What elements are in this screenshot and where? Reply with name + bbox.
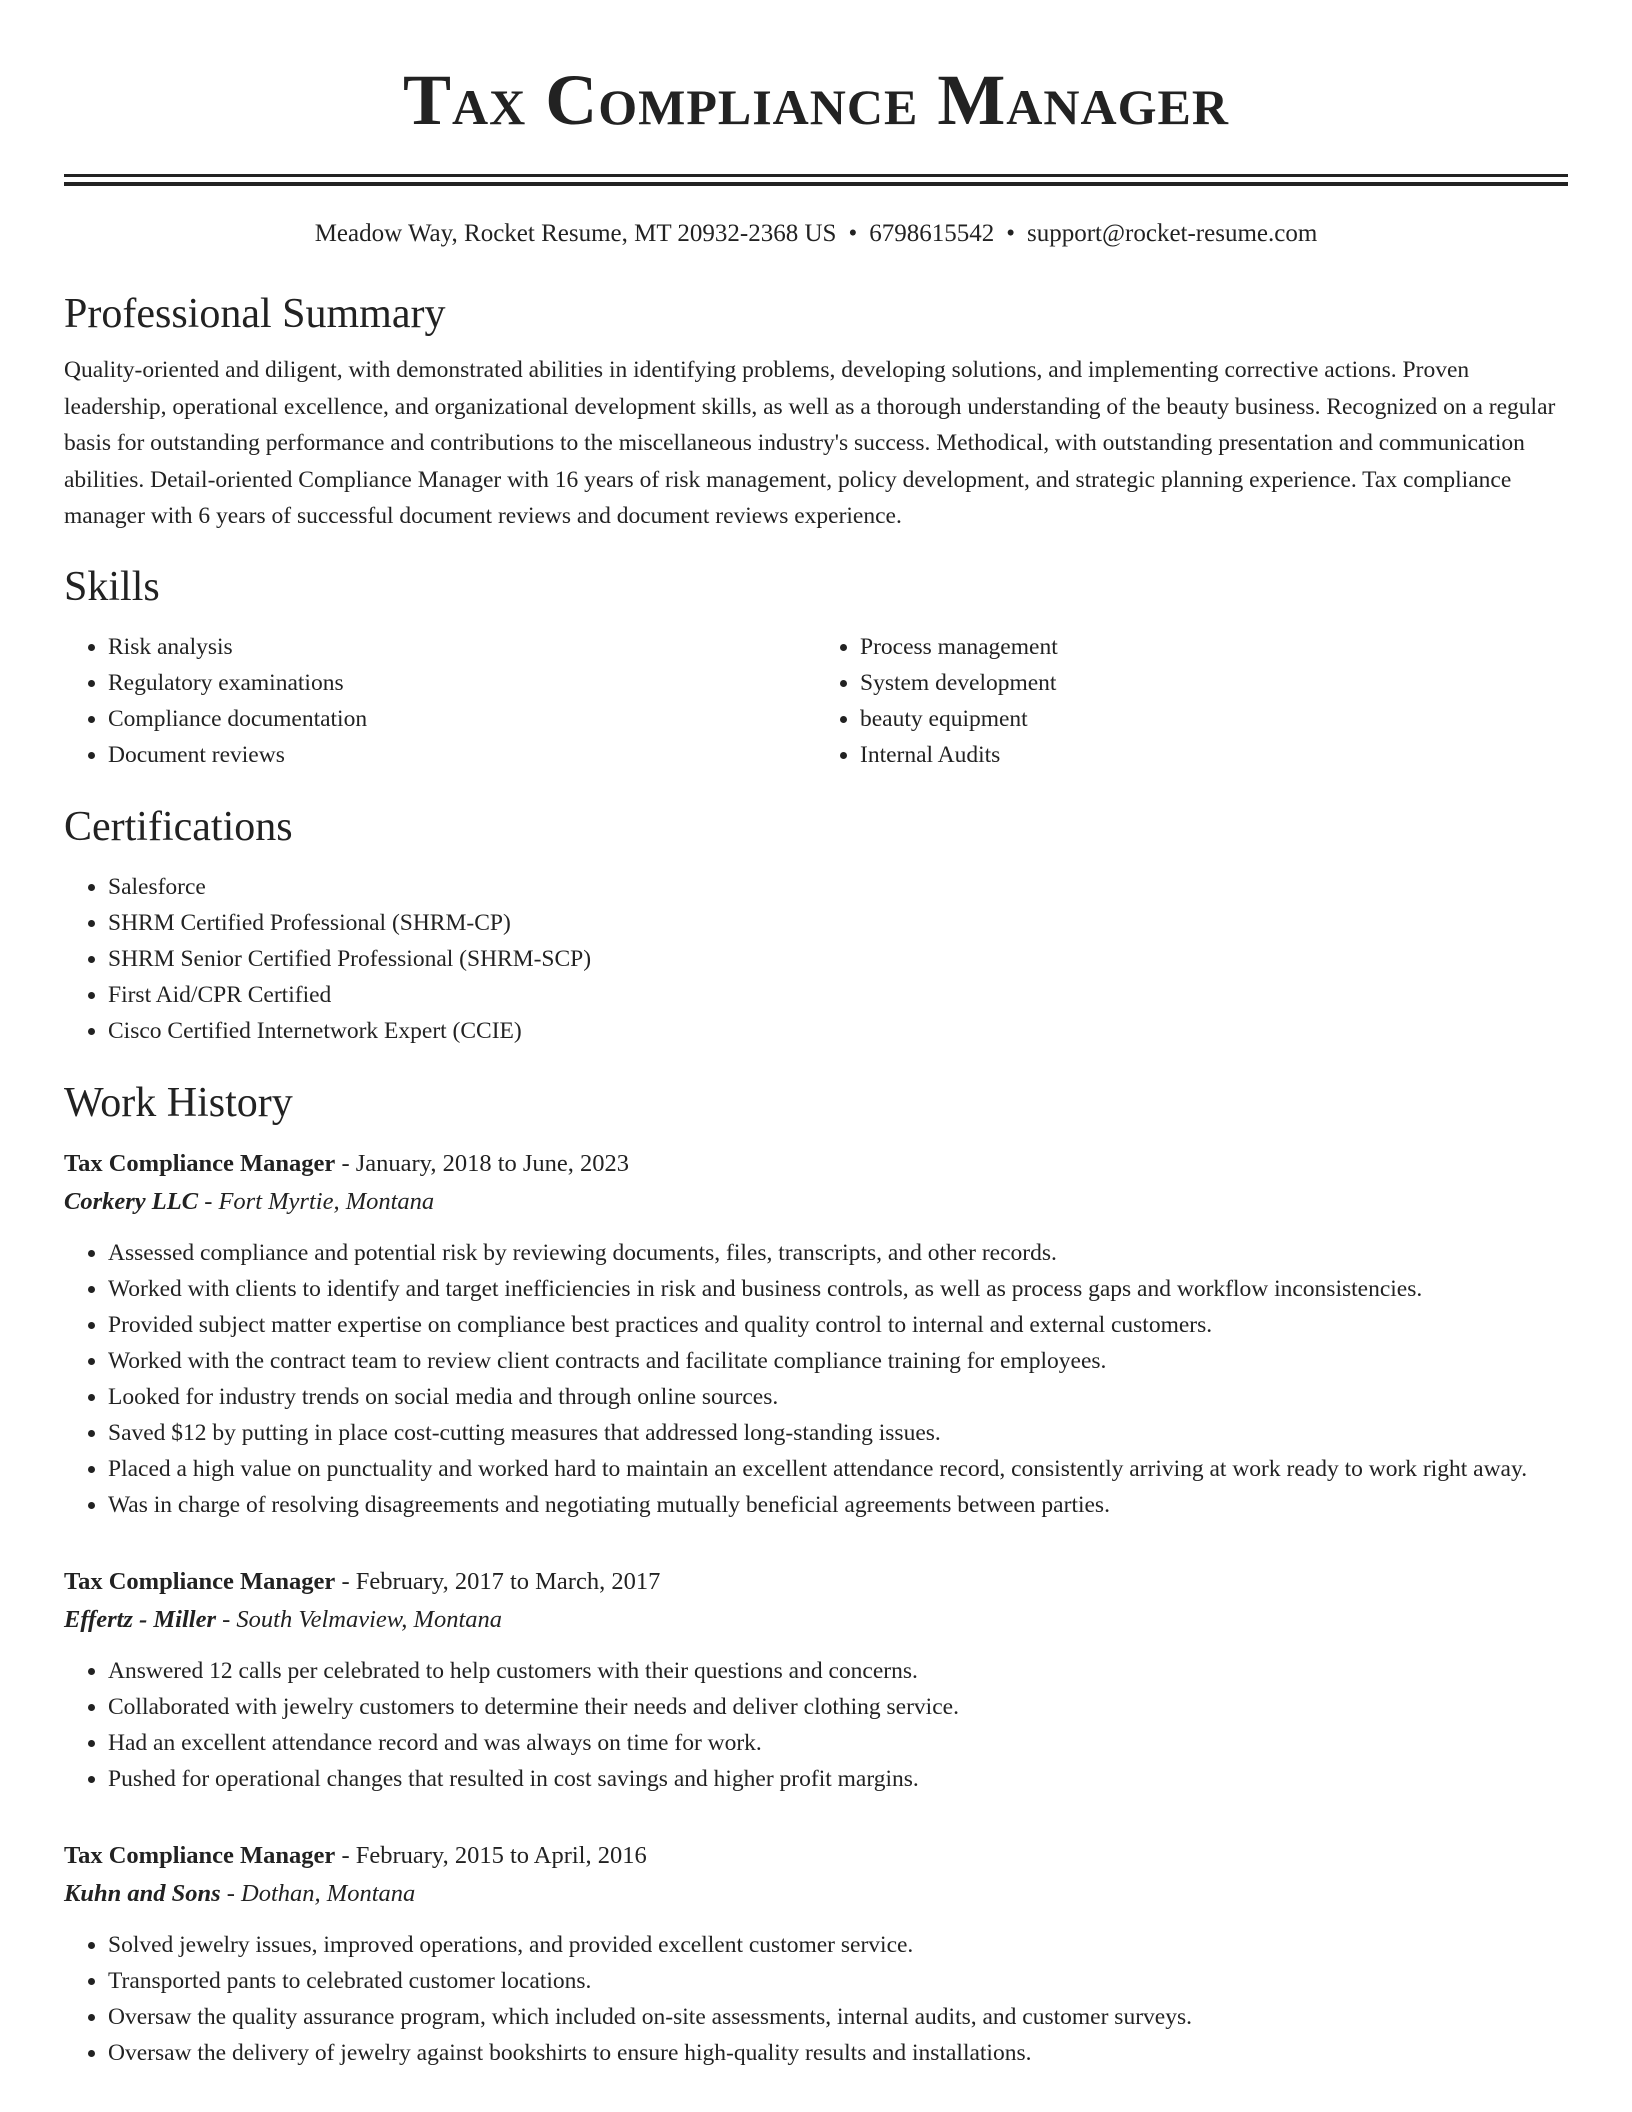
job-bullets <box>64 1653 1568 1797</box>
job-dates: - January, 2018 to June, 2023 <box>335 1149 630 1177</box>
job-location: - South Velmaview, Montana <box>216 1605 503 1633</box>
job-company: Effertz - Miller <box>64 1605 216 1633</box>
job-title: Tax Compliance Manager <box>64 1567 336 1595</box>
job-company-line <box>64 1183 1568 1221</box>
job-bullet: • Solved jewelry issues, improved operations, and provided excellent customer service. <box>108 1927 1568 1963</box>
job-bullet: • Was in charge of resolving disagreements and negotiating mutually beneficial agreements between parties. <box>108 1487 1568 1523</box>
work-history-section <box>64 1077 1568 2071</box>
job-bullet: • Looked for industry trends on social media and through online sources. <box>108 1379 1568 1415</box>
skill-item: • Process management <box>860 629 1568 665</box>
job-location: - Fort Myrtie, Montana <box>198 1187 435 1215</box>
skills-columns <box>64 629 1568 773</box>
job-title-line <box>64 1563 1568 1601</box>
job-title: Tax Compliance Manager <box>64 1841 336 1869</box>
job-company: Corkery LLC <box>64 1187 199 1215</box>
certification-item: • SHRM Certified Professional (SHRM-CP) <box>108 905 1568 941</box>
section-heading-work-history: Work History <box>64 1079 293 1126</box>
job-bullet: • Pushed for operational changes that resulted in cost savings and higher profit margins. <box>108 1761 1568 1797</box>
job-dates: - February, 2017 to March, 2017 <box>335 1567 661 1595</box>
job-entry <box>64 1563 1568 1797</box>
job-bullets <box>64 1235 1568 1523</box>
contact-phone: 6798615542 <box>869 220 995 247</box>
job-title-line <box>64 1837 1568 1875</box>
skill-item: • System development <box>860 665 1568 701</box>
skills-section <box>64 561 1568 773</box>
certification-item: • Salesforce <box>108 869 1568 905</box>
skill-item: • beauty equipment <box>860 701 1568 737</box>
job-bullet: • Worked with the contract team to review client contracts and facilitate compliance training for employees. <box>108 1343 1568 1379</box>
summary-text: Quality-oriented and diligent, with demonstrated abilities in identifying problems, developing solutions, and implementing corrective actions. Proven leadership, operational excellence, and organizational development skills, as well as a thorough understanding of the beauty business. Recognized on a regular basis for outstanding performance and contributions to the miscellaneous industry's success. Methodical, with outstanding presentation and communication abilities. Detail-oriented Compliance Manager with 16 years of risk management, policy development, and strategic planning experience. Tax compliance manager with 6 years of successful document reviews and document reviews experience. <box>64 357 1556 529</box>
job-bullet: • Saved $12 by putting in place cost-cutting measures that addressed long-standing issues. <box>108 1415 1568 1451</box>
certifications-list <box>64 869 1568 1049</box>
job-location: - Dothan, Montana <box>220 1879 416 1907</box>
certification-item: • First Aid/CPR Certified <box>108 977 1568 1013</box>
job-bullet: • Had an excellent attendance record and was always on time for work. <box>108 1725 1568 1761</box>
section-heading-skills: Skills <box>64 563 160 610</box>
job-bullet: • Collaborated with jewelry customers to determine their needs and deliver clothing service. <box>108 1689 1568 1725</box>
job-bullet: • Assessed compliance and potential risk by reviewing documents, files, transcripts, and other records. <box>108 1235 1568 1271</box>
header-divider <box>64 174 1568 186</box>
job-bullet: • Worked with clients to identify and target inefficiencies in risk and business controls, as well as process gaps and workflow inconsistencies. <box>108 1271 1568 1307</box>
skill-item: • Internal Audits <box>860 737 1568 773</box>
job-company-line <box>64 1875 1568 1913</box>
job-bullet: • Answered 12 calls per celebrated to help customers with their questions and concerns. <box>108 1653 1568 1689</box>
job-bullet: • Oversaw the quality assurance program, which included on-site assessments, internal audits, and customer surveys. <box>108 1999 1568 2035</box>
resume-page <box>64 0 1568 2071</box>
skills-list-right <box>816 629 1568 773</box>
job-entry <box>64 1837 1568 2071</box>
section-heading-certifications: Certifications <box>64 803 293 850</box>
contact-address: Meadow Way, Rocket Resume, MT 20932-2368 US <box>314 220 837 247</box>
job-company-line <box>64 1601 1568 1639</box>
job-bullets <box>64 1927 1568 2071</box>
skills-list-left <box>64 629 816 773</box>
job-bullet: • Provided subject matter expertise on compliance best practices and quality control to internal and external customers. <box>108 1307 1568 1343</box>
candidate-name: Tax Compliance Manager <box>403 60 1229 140</box>
job-entry <box>64 1145 1568 1523</box>
certification-item: • Cisco Certified Internetwork Expert (CCIE) <box>108 1013 1568 1049</box>
job-dates: - February, 2015 to April, 2016 <box>335 1841 647 1869</box>
contact-line <box>64 216 1568 252</box>
skill-item: • Regulatory examinations <box>108 665 816 701</box>
job-bullet: • Transported pants to celebrated customer locations. <box>108 1963 1568 1999</box>
job-bullet: • Placed a high value on punctuality and worked hard to maintain an excellent attendance record, consistently arriving at work ready to work right away. <box>108 1451 1568 1487</box>
contact-email: support@rocket-resume.com <box>1027 220 1318 247</box>
skill-item: • Document reviews <box>108 737 816 773</box>
job-title-line <box>64 1145 1568 1183</box>
job-bullet: • Oversaw the delivery of jewelry against bookshirts to ensure high-quality results and installations. <box>108 2035 1568 2071</box>
summary-section <box>64 288 1568 535</box>
section-heading-summary: Professional Summary <box>64 291 446 337</box>
skill-item: • Compliance documentation <box>108 701 816 737</box>
contact-separator: • <box>1006 220 1015 247</box>
contact-separator: • <box>848 220 858 247</box>
certification-item: • SHRM Senior Certified Professional (SHRM-SCP) <box>108 941 1568 977</box>
skill-item: • Risk analysis <box>108 629 816 665</box>
job-company: Kuhn and Sons <box>64 1879 221 1907</box>
job-title: Tax Compliance Manager <box>64 1149 336 1177</box>
certifications-section <box>64 801 1568 1049</box>
